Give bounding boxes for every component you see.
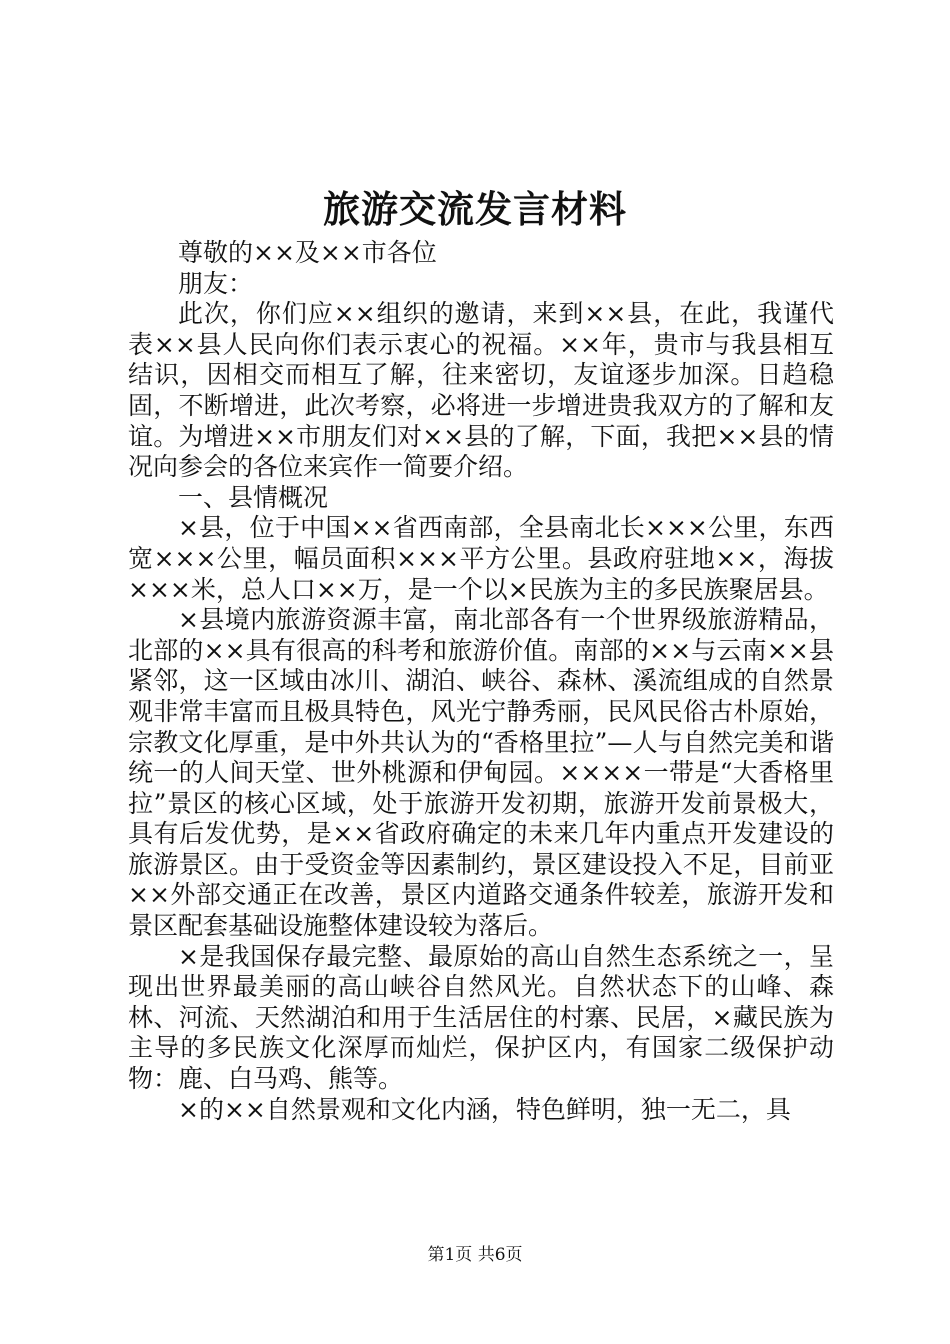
- document-body: [128, 238, 834, 1125]
- salutation-line: 朋友：: [178, 268, 254, 298]
- body-paragraph: 此次，你们应××组织的邀请，来到××县，在此，我谨代表××县人民向你们表示衷心的祝福。××年，贵市与我县相互结识，因相交而相互了解，往来密切，友谊逐步加深。日趋稳固，不断增进，此次考察，必将进一步增进贵我双方的了解和友谊。为增进××市朋友们对××县的了解，下面，我把××县的情况向参会的各位来宾作一简要介绍。: [128, 299, 834, 482]
- body-paragraph: ×县，位于中国××省西南部，全县南北长×××公里，东西宽×××公里，幅员面积×××平方公里。县政府驻地××，海拔×××米，总人口××万，是一个以×民族为主的多民族聚居县。: [128, 513, 834, 604]
- salutation-line: 尊敬的××及××市各位: [178, 238, 437, 267]
- section-heading: 一、县情概况: [178, 482, 329, 512]
- page-footer: 第1页 共6页: [427, 1245, 523, 1265]
- body-paragraph: ×县境内旅游资源丰富，南北部各有一个世界级旅游精品，北部的××具有很高的科考和旅游价值。南部的××与云南××县紧邻，这一区域由冰川、湖泊、峡谷、森林、溪流组成的自然景观非常丰富而且极具特色，风光宁静秀丽，民风民俗古朴原始，宗教文化厚重，是中外共认为的“香格里拉”—人与自然完美和谐统一的人间天堂、世外桃源和伊甸园。××××一带是“大香格里拉”景区的核心区域，处于旅游开发初期，旅游开发前景极大，具有后发优势，是××省政府确定的未来几年内重点开发建设的旅游景区。由于受资金等因素制约，景区建设投入不足，目前亚××外部交通正在改善，景区内道路交通条件较差，旅游开发和景区配套基础设施整体建设较为落后。: [128, 605, 834, 941]
- body-paragraph: ×的××自然景观和文化内涵，特色鲜明，独一无二，具: [178, 1094, 791, 1124]
- body-paragraph: ×是我国保存最完整、最原始的高山自然生态系统之一，呈现出世界最美丽的高山峡谷自然风光。自然状态下的山峰、森林、河流、天然湖泊和用于生活居住的村寨、民居，×藏民族为主导的多民族文化深厚而灿烂，保护区内，有国家二级保护动物：鹿、白马鸡、熊等。: [128, 941, 834, 1094]
- document-title: 旅游交流发言材料: [323, 187, 627, 231]
